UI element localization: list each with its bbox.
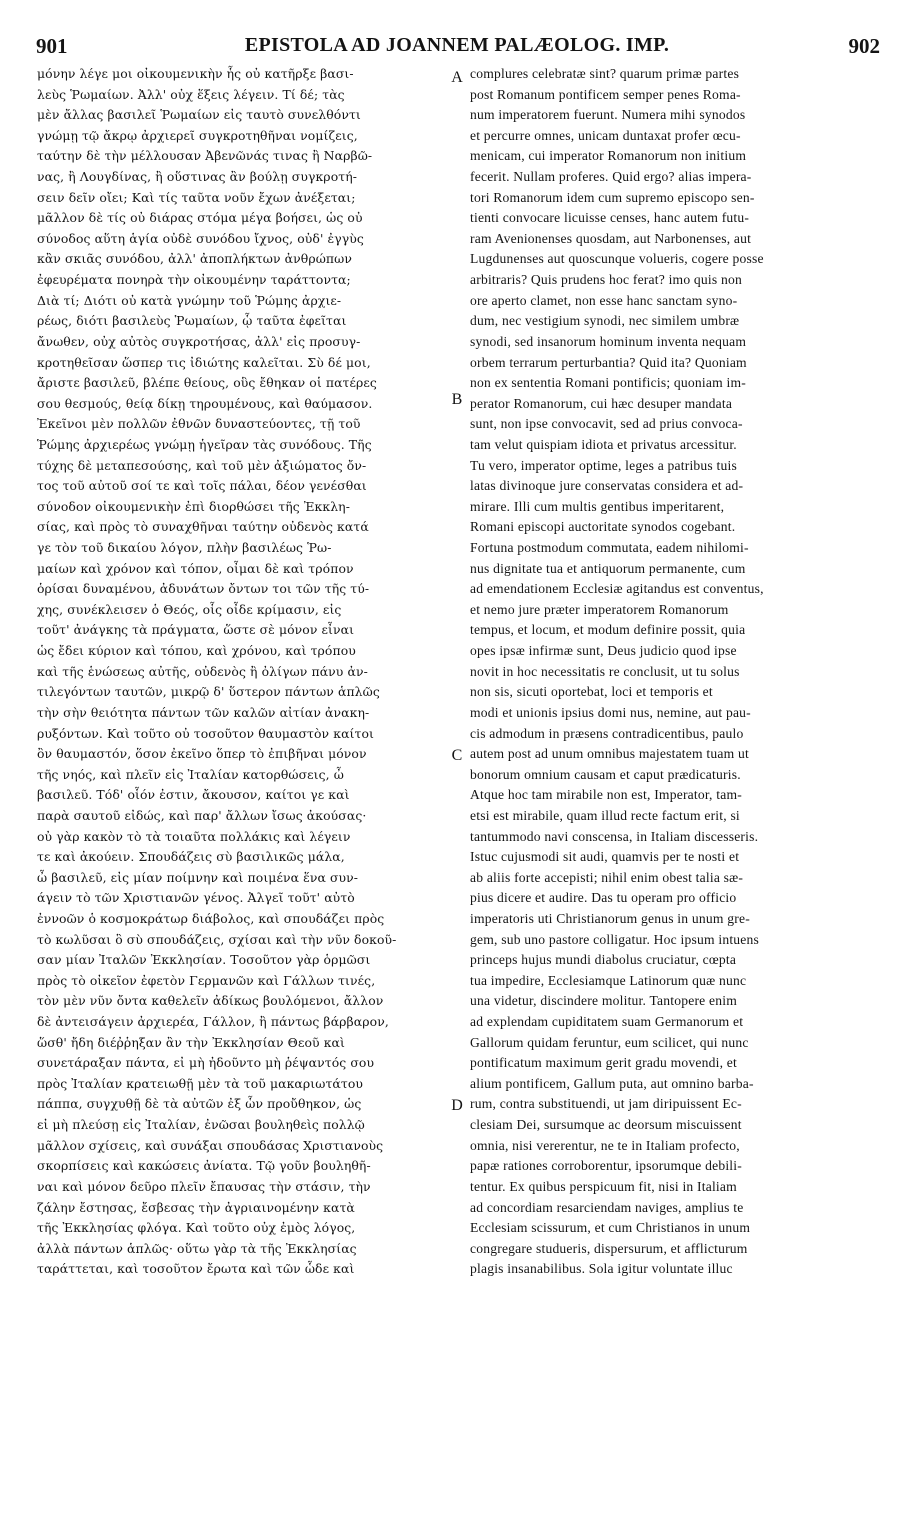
latin-text-line: Ecclesiam scissurum, et cum Christianos in unum [470,1220,751,1236]
greek-text-line: ἐννοῶν ὁ κοσμοκράτωρ διάβολος, καὶ σπουδάζει πρὸς [37,910,385,926]
greek-text-line: μὲν ἄλλας βασιλεῖ Ῥωμαίων εἰς ταυτὸ συνελθόντι [37,107,361,123]
latin-text-line: tienti convocare licuisse censes, hanc autem futu- [470,210,750,226]
latin-text-line: una videtur, discindere molitur. Tantopere enim [470,993,737,1009]
running-title: EPISTOLA AD JOANNEM PALÆOLOG. IMP. [244,34,670,56]
greek-text-column [37,64,457,1280]
greek-text-line: οὐ γὰρ κακὸν τὸ τὰ τοιαῦτα πολλάκις καὶ λέγειν [37,828,351,844]
latin-text-line: non sis, sicuti oportebat, loci et temporis et [470,684,713,700]
greek-text-line: μόνην λέγε μοι οἰκουμενικὴν ἧς οὐ κατῆρξε βασι- [37,66,354,81]
greek-text-line: ὁρίσαι δυναμένου, ἀδυνάτων ὄντων τοι τῶν τῆς τύ- [37,581,370,597]
greek-text-line: μᾶλλον δὲ τίς οὐ διάρας στόμα μέγα βοήσει, ὡς οὐ [37,210,363,226]
latin-text-line: ad concordiam resarciendam naviges, amplius te [470,1199,744,1215]
latin-text-line: ore aperto clamet, non esse hanc sanctam syno- [470,292,738,308]
latin-text-line: pius dicere et audire. Das tu operam pro officio [470,890,737,906]
latin-text-line: tempus, et locum, et modum definire possit, quia [470,622,746,638]
latin-text-line: imperatoris uti Christianorum genus in unum gre- [470,910,750,926]
greek-text-line: ὂν θαυμαστόν, ὅσον ἐκεῖνο ὅπερ τὸ ἐπιβῆναι μόνον [37,746,367,762]
greek-text-line: σου θεσμούς, θείᾳ δίκῃ τηρουμένους, καὶ θαύμασον. [37,395,373,411]
greek-text-line: σειν δεῖν οἴει; Καὶ τίς ταῦτα νοῦν ἔχων ἀνέξεται; [37,189,356,205]
latin-text-line: tam velut quispiam idiota et privatus arcessitur. [470,436,737,452]
greek-text-line: συνετάραξαν πάντα, εἰ μὴ ἠδοῦντο μὴ ῥέψαντός σου [37,1055,375,1071]
latin-text-line: Tu vero, imperator optime, leges a patribus tuis [470,457,737,473]
greek-text-line: πρὸς Ἰταλίαν κρατειωθῇ μὲν τὰ τοῦ μακαριωτάτου [37,1075,364,1091]
latin-text-line: et nemo jure præter imperatorem Romanorum [470,601,729,617]
greek-text-line: ζάλην ἔστησας, ἔσβεσας τὴν ἀγριαινομένην κατὰ [37,1199,355,1215]
margin-letter-b: B [451,391,463,408]
latin-text-line: num imperatorem fuerunt. Numera mihi synodos [470,107,746,123]
latin-text-line: sunt, non ipse convocavit, sed ad prius convoca- [470,416,743,432]
latin-text-line: autem post ad unum omnibus majestatem tuam ut [470,746,749,762]
latin-text-line: Istuc cujusmodi sit audi, quamvis per te nosti et [470,849,740,865]
latin-text-line: gem, sub uno pastore colligatur. Hoc ipsum intuens [470,931,760,947]
greek-text-line: τε καὶ ἀκούειν. Σπουδάζεις σὺ βασιλικῶς μάλα, [37,849,345,865]
latin-text-line: Fortuna postmodum commutata, eadem nihilomi- [470,540,749,556]
latin-text-line: Lugdunenses aut quoscunque volueris, cogere posse [470,251,764,267]
greek-text-line: πάππα, συγχυθῇ δὲ τὰ αὐτῶν ἐξ ὧν προὔθηκον, ὡς [37,1096,362,1112]
latin-text-line: bonorum omnium causam et caput prædicaturis. [470,766,741,782]
greek-text-line: ἄνωθεν, οὐχ αὐτὸς συγκροτήσας, ἀλλ' εἰς προσυγ- [37,333,361,349]
latin-text-line: dum, nec vestigium synodi, nec similem umbræ [470,313,740,329]
greek-text-line: σύνοδον οἰκουμενικὴν ἐπὶ διορθώσει τῆς Ἐκκλη- [37,498,350,514]
greek-text-line: ὡς ἔδει κύριον καὶ τόπου, καὶ χρόνου, καὶ τρόπου [37,643,356,659]
latin-text-line: rum, contra substituendi, ut jam diripuissent Ec- [470,1096,742,1112]
greek-text-line: ὥσθ' ἤδη διέῤῥηξαν ἂν τὴν Ἐκκλησίαν Θεοῦ καὶ [37,1034,345,1050]
latin-text-line: tua impedire, Ecclesiamque Latinorum quæ nunc [470,972,747,988]
greek-text-line: ὦ βασιλεῦ, εἰς μίαν ποίμνην καὶ ποιμένα ἕνα συν- [37,869,359,885]
greek-text-line: ταύτην δὲ τὴν μέλλουσαν Ἀβενῶνάς τινας ἢ Ναρβῶ- [37,148,373,164]
latin-text-line: tantummodo navi conscensa, in Italiam discesseris. [470,828,759,844]
greek-text-line: εἰ μὴ πλεύσῃ εἰς Ἰταλίαν, ἐνῶσαι βουληθεὶς πολλῷ [37,1117,365,1133]
margin-letter-d: D [451,1097,463,1114]
latin-text-line: latas divinoque jure conservatas considera et ad- [470,478,744,494]
greek-text-line: καὶ τῆς ἑνώσεως αὐτῆς, οὐδενὸς ἢ ὀλίγων πάνυ ἀν- [37,663,368,679]
latin-text-line: princeps hujus mundi diabolus cruciatur, cœpta [470,952,737,968]
latin-text-line: modi et unionis ipsius domi nus, nemine, aut pau- [470,704,751,720]
greek-text-line: ἀλλὰ πάντων ἁπλῶς· οὕτω γὰρ τὰ τῆς Ἐκκλησίας [37,1240,357,1256]
latin-text-line: tentur. Ex quibus perspicuum fit, nisi in Italiam [470,1178,737,1194]
latin-text-line: orbem terrarum perturbantia? Quid ita? Quoniam [470,354,747,370]
greek-text-line: δὲ ἀντεισάγειν ἀρχιερέα, Γάλλον, ἢ πάντως βάρβαρον, [37,1014,389,1030]
greek-text-line: ρυξόντων. Καὶ τοῦτο οὐ τοσοῦτον θαυμαστὸν καίτοι [37,725,374,741]
latin-text-line: pontificatum maximum gerit gradu movendi, et [470,1055,738,1071]
latin-text-line: omnia, nisi vererentur, ne te in Italiam profecto, [470,1137,740,1153]
margin-letter-c: C [451,747,463,764]
greek-text-line: τύχης δὲ μεταπεσούσης, καὶ τοῦ μὲν ἀξιώματος ὄν- [37,457,367,473]
greek-text-line: σαν μίαν Ἰταλῶν Ἐκκλησίαν. Τοσοῦτον γὰρ ὁρμῶσι [37,952,371,968]
greek-text-line: κἂν σκιᾶς συνόδου, ἀλλ' ἀποπλήκτων ἀνθρώπων [37,251,353,267]
greek-text-line: ἐφευρέματα πονηρὰ τὴν οἰκουμένην ταράττοντα; [37,272,351,288]
latin-text-column [470,64,886,1280]
greek-text-line: Ἐκεῖνοι μὲν πολλῶν ἐθνῶν δυναστεύοντες, τῇ τοῦ [37,416,361,432]
greek-text-line: τιλεγόντων ταυτῶν, μικρῷ δ' ὕστερον πάντων ἁπλῶς [37,684,380,700]
greek-text-line: μᾶλλον σχίσεις, καὶ συνάξαι σπουδάσας Χριστιανοὺς [37,1137,384,1153]
latin-text-line: menicam, cui imperator Romanorum non initium [470,148,747,164]
greek-text-line: γε τὸν τοῦ δικαίου λόγον, πλὴν βασιλέως Ῥω- [37,540,332,556]
latin-text-line: opes ipsæ infirmæ sunt, Deus judicio quod ipse [470,643,737,659]
latin-text-line: post Romanum pontificem semper penes Roma- [470,86,741,102]
greek-text-line: Ῥώμης ἀρχιερέως γνώμῃ ἡγεῖραν τὰς συνόδους. Τῆς [37,436,372,452]
latin-text-line: etsi est mirabile, quam illud recte factum erit, si [470,807,740,823]
greek-text-line: ταράττεται, καὶ τοσοῦτον ἔρωτα καὶ τῶν ὧδε καὶ [37,1261,355,1277]
latin-text-line: nus dignitate tua et antiquorum permanente, cum [470,560,746,576]
greek-text-line: πρὸς τὸ οἰκεῖον ἐφετὸν Γερμανῶν καὶ Γάλλων τινές, [37,972,376,988]
latin-text-line: tori Romanorum idem cum supremo episcopo sen- [470,189,755,205]
latin-text-line: congregare studueris, dispersurum, et afflicturum [470,1240,748,1256]
greek-text-line: ρέως, διότι βασιλεὺς Ῥωμαίων, ᾧ ταῦτα ἐφεῖται [37,313,347,329]
latin-text-line: Gallorum quidam feruntur, eum scilicet, qui nunc [470,1034,749,1050]
latin-text-line: arbitraris? Quis prudens hoc ferat? imo quis non [470,272,742,288]
greek-text-line: τῆς νηός, καὶ πλεῖν εἰς Ἰταλίαν κατορθώσεις, ὦ [37,766,344,782]
greek-text-line: κροτηθεῖσαν ὥσπερ τις ἰδιώτης καλεῖται. Σὺ δέ μοι, [37,354,371,370]
latin-text-line: alium pontificem, Gallum puta, aut omnino barba- [470,1075,754,1091]
latin-text-line: non ex sententia Romani pontificis; quoniam im- [470,375,746,391]
latin-text-line: clesiam Dei, sursumque ac deorsum miscuissent [470,1117,742,1133]
greek-text-line: σκορπίσεις καὶ κακώσεις ἀνίατα. Τῷ γοῦν βουληθῆ- [37,1158,371,1174]
latin-text-line: Romani episcopi auctoritate synodos cogebant. [470,519,736,535]
latin-text-line: ab aliis forte accepisti; nihil enim obest talia sæ- [470,869,744,885]
greek-text-line: τὴν σὴν θειότητα πάντων τῶν καλῶν αἰτίαν ἀνακη- [37,704,370,720]
latin-text-line: synodi, sed insanorum hominum inventa nequam [470,333,747,349]
page-number-right: 902 [848,34,880,58]
greek-text-line: τῆς Ἐκκλησίας φλόγα. Καὶ τοῦτο οὐχ ἐμὸς λόγος, [37,1220,356,1236]
greek-text-line: ναι καὶ μόνον δεῦρο πλεῖν ἔπαυσας τὴν στάσιν, τὴν [37,1178,371,1194]
page-header [30,30,884,60]
greek-text-line: παρὰ σαυτοῦ εἰδώς, καὶ παρ' ἄλλων ἴσως ἀκούσας· [37,807,367,823]
latin-text-line: ram Avenionenses quosdam, aut Narbonenses, aut [470,230,752,246]
latin-text-line: ad emendationem Ecclesiæ agitandus est conventus, [470,581,764,597]
latin-text-line: et percurre omnes, unicam duntaxat profer œcu- [470,127,741,143]
greek-text-line: ἄριστε βασιλεῦ, βλέπε θείους, οὓς ἔθηκαν οἱ πατέρες [37,375,377,391]
latin-text-line: fecerit. Nullam proferes. Quid ergo? alias impera- [470,169,752,185]
greek-text-line: τὸν μὲν νῦν ὄντα καθελεῖν ἀδίκως βουλόμενοι, ἄλλον [37,993,384,1009]
greek-text-line: σύνοδος αὕτη ἁγία οὐδὲ συνόδου ἴχνος, οὐδ' ἐγγὺς [37,230,364,246]
latin-text-line: ad explendam cupiditatem suam Germanorum et [470,1014,744,1030]
greek-text-line: τοῦτ' ἀνάγκης τὰ πράγματα, ὥστε σὲ μόνον εἶναι [37,622,355,638]
greek-text-line: γνώμῃ τῷ ἄκρῳ ἀρχιερεῖ συγκροτηθῆναι νομίζεις, [37,127,358,143]
greek-text-line: βασιλεῦ. Τόδ' οἷόν ἐστιν, ἄκουσον, καίτοι γε καὶ [37,787,350,803]
greek-text-line: τὸ κωλῦσαι ὃ σὺ σπουδάζεις, σχίσαι καὶ τὴν νῦν δοκοῦ- [37,931,397,947]
greek-text-line: λεὺς Ῥωμαίων. Ἀλλ' οὐχ ἕξεις λέγειν. Τί δέ; τὰς [37,86,345,102]
latin-text-line: complures celebratæ sint? quarum primæ partes [470,66,740,81]
greek-text-line: τος τοῦ αὐτοῦ σοί τε καὶ τοῖς πάλαι, δέον γενέσθαι [37,478,367,494]
latin-text-line: mirare. Illi cum multis gentibus imperitarent, [470,498,725,514]
greek-text-line: άγειν τὸ τῶν Χριστιανῶν γένος. Ἀλγεῖ τοῦτ' αὐτὸ [37,890,355,906]
margin-letter-a: A [451,69,463,86]
page-number-left: 901 [36,34,68,58]
greek-text-line: Διὰ τί; Διότι οὐ κατὰ γνώμην τοῦ Ῥώμης ἀρχιε- [37,292,342,308]
latin-text-line: plagis insanabilibus. Sola igitur voluntate illuc [470,1261,733,1277]
latin-text-line: cis admodum in præsens contradicentibus, paulo [470,725,744,741]
greek-text-line: σίας, καὶ πρὸς τὸ συναχθῆναι ταύτην οὐδενὸς κατά [37,519,369,535]
greek-text-line: χης, συνέκλεισεν ὁ Θεός, οἷς οἶδε κρίμασιν, εἰς [37,601,342,617]
latin-text-line: perator Romanorum, cui hæc desuper mandata [470,395,733,411]
latin-text-line: papæ rationes corroborentur, ipsorumque debili- [470,1158,742,1174]
latin-text-line: novit in hoc necessitatis re conclusit, ut tu solus [470,663,740,679]
greek-text-line: μαίων καὶ χρόνον καὶ τόπον, οἶμαι δὲ καὶ τρόπον [37,560,354,576]
latin-text-line: Atque hoc tam mirabile non est, Imperator, tam- [470,787,742,803]
greek-text-line: νας, ἢ Λουγδίνας, ἢ οὕστινας ἂν βούλῃ συγκροτή- [37,169,358,185]
